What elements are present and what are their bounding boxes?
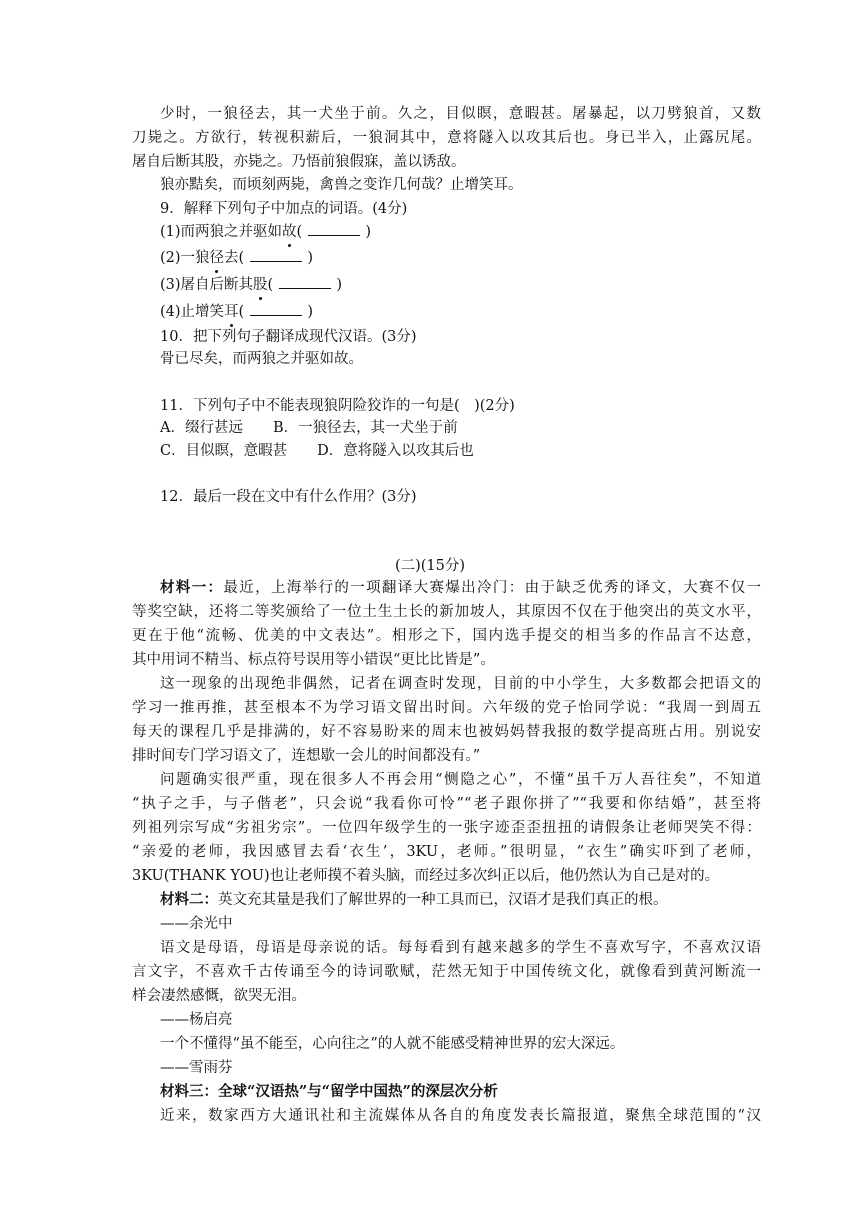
material-1-p3-line: 问题确实很严重，现在很多人不再会用“恻隐之心”，不懂“虽千万人吾往矣”，不知道 <box>160 772 761 788</box>
passage-line: 刀毙之。方欲行，转视积薪后，一狼洞其中，意将隧入以攻其后也。身已半入，止露尻尾。 <box>132 130 761 146</box>
item-text: (4)止增笑 <box>160 304 225 320</box>
option-c[interactable]: C．目似瞑，意暇甚 <box>160 443 288 459</box>
quote-author: ——杨启亮 <box>160 1012 233 1028</box>
material-1-text: 最近，上海举行的一项翻译大赛爆出冷门：由于缺乏优秀的译文，大赛不仅一 <box>223 580 761 596</box>
material-1-line: 其中用词不精当、标点符号误用等小错误“更比比皆是”。 <box>132 652 495 668</box>
material-2-line <box>160 890 668 912</box>
material-1-p3-line: 列祖列宗写成“劣祖劣宗”。一位四年级学生的一张字迹歪歪扭扭的请假条让老师哭笑不得： <box>132 820 761 836</box>
material-1-p3-line: 3KU(THANK YOU)也让老师摸不着头脑，而经过多次纠正以后，他仍然认为自己是对的。 <box>132 868 720 884</box>
passage-line: 少时，一狼径去，其一犬坐于前。久之，目似瞑，意暇甚。屠暴起，以刀劈狼首，又数 <box>160 106 761 122</box>
material-2-quote-line: 一个不懂得“虽不能至，心向往之”的人就不能感受精神世界的宏大深远。 <box>160 1036 625 1052</box>
material-1-p3-line: “执子之手，与子偕老”，只会说“我看你可怜”“老子跟你拼了”“我要和你结婚”，甚至将 <box>132 796 761 812</box>
item-text: (1)而两狼之并驱如 <box>160 224 283 240</box>
material-1-p2-line: 学习一推再推，甚至根本不为学习语文留出时间。六年级的党子怡同学说：“我周一到周五 <box>132 700 761 716</box>
item-paren-close: ) <box>302 304 314 320</box>
answer-blank[interactable] <box>279 274 331 289</box>
question-9-item-2 <box>160 247 313 269</box>
question-11-options-row-1 <box>160 418 458 440</box>
question-12-stem: 12．最后一段在文中有什么作用？(3分) <box>160 489 417 505</box>
material-2-quote-line: 语文是母语，母语是母亲说的话。每每看到有越来越多的学生不喜欢写字，不喜欢汉语 <box>160 940 761 956</box>
material-1-line <box>160 578 761 600</box>
answer-blank[interactable] <box>250 247 302 262</box>
item-text: (2)一狼 <box>160 250 210 266</box>
question-9-item-4 <box>160 301 313 323</box>
question-10-sentence: 骨已尽矣，而两狼之并驱如故。 <box>160 351 363 367</box>
material-1-p2-line: 这一现象的出现绝非偶然，记者在调查时发现，目前的中小学生，大多数都会把语文的 <box>160 676 761 692</box>
material-1-line: 等奖空缺，还将二等奖颁给了一位土生土长的新加坡人，其原因不仅在于他突出的英文水平， <box>132 604 761 620</box>
material-2-label: 材料二： <box>160 891 218 908</box>
item-paren: ( <box>267 277 278 293</box>
question-11-options-row-2 <box>160 441 474 463</box>
option-b[interactable]: B．一狼径去，其一犬坐于前 <box>272 420 458 436</box>
material-3-title: 材料三：全球“汉语热”与“留学中国热”的深层次分析 <box>160 1083 498 1100</box>
item-paren-close: ) <box>331 277 343 293</box>
dotted-word: 耳 <box>224 304 239 320</box>
question-9-stem: 9．解释下列句子中加点的词语。(4分) <box>160 201 408 217</box>
item-paren: ( <box>296 224 307 240</box>
dotted-word: 股 <box>253 277 268 293</box>
material-3-line: 近来，数家西方大通讯社和主流媒体从各自的角度发表长篇报道，聚焦全球范围的“汉 <box>160 1108 761 1124</box>
item-paren: ( <box>238 304 249 320</box>
item-paren-close: ) <box>302 250 314 266</box>
answer-blank[interactable] <box>308 221 360 236</box>
item-text: (3)屠自后断其 <box>160 277 254 293</box>
material-1-line: 更在于他“流畅、优美的中文表达”。相形之下，国内选手提交的相当多的作品言不达意， <box>132 628 761 644</box>
material-1-p2-line: 每天的课程几乎是排满的，好不容易盼来的周末也被妈妈替我报的数学提高班占用。别说安 <box>132 724 761 740</box>
question-10-stem: 10．把下列句子翻译成现代汉语。(3分) <box>160 329 417 345</box>
option-d[interactable]: D．意将隧入以攻其后也 <box>317 443 474 459</box>
answer-blank[interactable] <box>250 301 302 316</box>
material-2-text: 英文充其量是我们了解世界的一种工具而已，汉语才是我们真正的根。 <box>218 892 668 908</box>
material-1-label: 材料一： <box>160 579 224 596</box>
question-11-stem: 11．下列句子中不能表现狼阴险狡诈的一句是( )(2分) <box>160 398 515 414</box>
option-a[interactable]: A．缀行甚远 <box>160 420 243 436</box>
item-paren-close: ) <box>360 224 372 240</box>
passage-line: 屠自后断其股，亦毙之。乃悟前狼假寐，盖以诱敌。 <box>132 154 466 170</box>
material-2-quote-line: 言文字，不喜欢千古传诵至今的诗词歌赋，茫然无知于中国传统文化，就像看到黄河断流一 <box>132 964 761 980</box>
question-9-item-1 <box>160 221 371 243</box>
dotted-word: 径 <box>209 250 225 266</box>
passage-line: 狼亦黠矣，而顷刻两毙，禽兽之变诈几何哉？止增笑耳。 <box>160 177 523 193</box>
material-2-quote-line: 样会凄然感慨，欲哭无泪。 <box>132 988 306 1004</box>
quote-author: ——雪雨芬 <box>160 1060 233 1076</box>
item-paren: 去( <box>224 250 249 266</box>
material-1-p3-line: “亲爱的老师，我因感冒去看‘衣生’，3KU，老师。”很明显，“衣生”确实吓到了老师， <box>132 844 761 860</box>
dotted-word: 故 <box>282 224 297 240</box>
section-2-heading: (二)(15分) <box>394 558 466 574</box>
question-9-item-3 <box>160 274 342 296</box>
material-1-p2-line: 排时间专门学习语文了，连想歇一会儿的时间都没有。” <box>132 748 481 764</box>
quote-author: ——余光中 <box>160 916 233 932</box>
